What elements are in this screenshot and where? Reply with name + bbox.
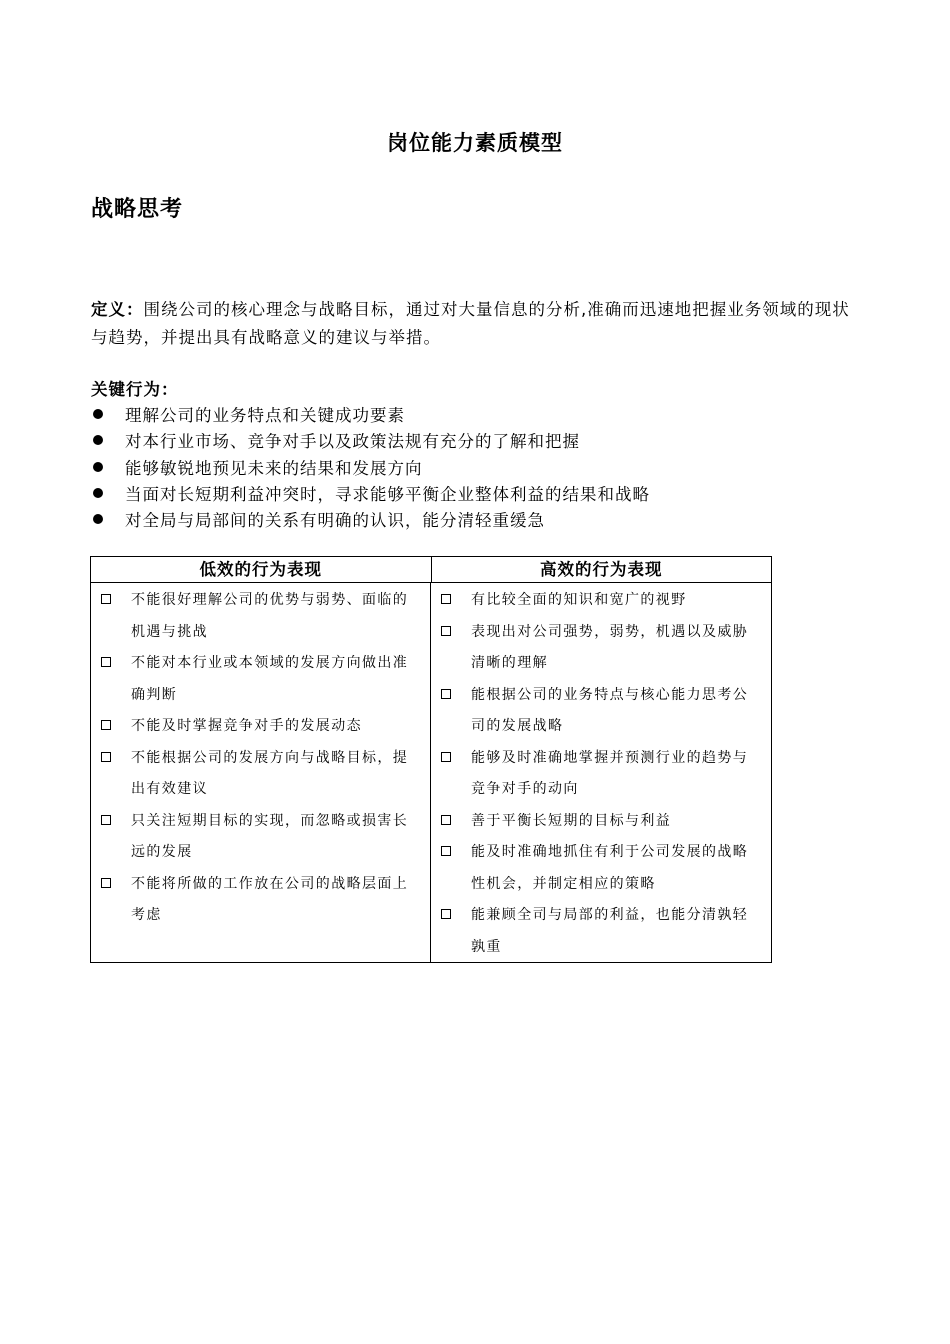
table-header-row (91, 557, 771, 583)
definition-label: 定义： (91, 300, 144, 319)
key-behaviors-heading: 关键行为： (91, 380, 179, 399)
low-behavior-row (101, 869, 422, 932)
key-behavior-text: 对本行业市场、竞争对手以及政策法规有充分的了解和把握 (125, 432, 580, 452)
low-behavior-row (101, 585, 422, 648)
high-behavior-row (441, 900, 763, 963)
bullet-icon (93, 462, 103, 472)
low-behavior-row (101, 648, 422, 711)
low-behavior-text: 不能将所做的工作放在公司的战略层面上考虑 (131, 875, 409, 923)
key-behavior-text: 对全局与局部间的关系有明确的认识，能分清轻重缓急 (125, 511, 545, 531)
low-behavior-text: 不能根据公司的发展方向与战略目标，提出有效建议 (131, 749, 409, 797)
high-behavior-row (441, 806, 763, 838)
key-behavior-text: 当面对长短期利益冲突时，寻求能够平衡企业整体利益的结果和战略 (125, 485, 650, 505)
high-behavior-row (441, 743, 763, 806)
checkbox-icon (101, 720, 111, 730)
definition-paragraph (91, 296, 866, 352)
low-effectiveness-column (91, 583, 431, 963)
high-effectiveness-column (431, 583, 771, 963)
bullet-icon (93, 514, 103, 524)
key-behavior-text: 理解公司的业务特点和关键成功要素 (125, 406, 405, 426)
low-behavior-text: 只关注短期目标的实现，而忽略或损害长远的发展 (131, 812, 409, 860)
checkbox-icon (441, 815, 451, 825)
checkbox-icon (441, 846, 451, 856)
high-behavior-text: 表现出对公司强势，弱势，机遇以及威胁清晰的理解 (471, 623, 749, 671)
definition-text: 围绕公司的核心理念与战略目标，通过对大量信息的分析,准确而迅速地把握业务领域的现状与趋势，并提出具有战略意义的建议与举措。 (91, 300, 850, 347)
high-behavior-text: 能根据公司的业务特点与核心能力思考公司的发展战略 (471, 686, 749, 734)
high-effectiveness-header: 高效的行为表现 (540, 560, 663, 579)
checkbox-icon (101, 878, 111, 888)
bullet-icon (93, 409, 103, 419)
low-behavior-text: 不能及时掌握竞争对手的发展动态 (131, 718, 362, 734)
checkbox-icon (101, 657, 111, 667)
table-body (91, 583, 771, 963)
checkbox-icon (101, 752, 111, 762)
low-effectiveness-header: 低效的行为表现 (91, 557, 432, 582)
high-behavior-row (441, 585, 763, 617)
low-behavior-text: 不能很好理解公司的优势与弱势、面临的机遇与挑战 (131, 592, 409, 640)
key-behavior-item (91, 427, 650, 453)
section-heading: 战略思考 (91, 197, 184, 222)
low-behavior-row (101, 806, 422, 869)
key-behavior-item (91, 480, 650, 506)
high-behavior-row (441, 680, 763, 743)
low-behavior-text: 不能对本行业或本领域的发展方向做出准确判断 (131, 655, 409, 703)
key-behavior-text: 能够敏锐地预见未来的结果和发展方向 (125, 458, 423, 478)
key-behavior-item (91, 454, 650, 480)
checkbox-icon (101, 815, 111, 825)
high-behavior-row (441, 617, 763, 680)
key-behaviors-list (91, 401, 650, 532)
checkbox-icon (441, 909, 451, 919)
high-behavior-text: 能够及时准确地掌握并预测行业的趋势与竞争对手的动向 (471, 749, 749, 797)
checkbox-icon (441, 689, 451, 699)
checkbox-icon (441, 626, 451, 636)
checkbox-icon (441, 594, 451, 604)
key-behavior-item (91, 401, 650, 427)
bullet-icon (93, 435, 103, 445)
low-behavior-row (101, 743, 422, 806)
document-title: 岗位能力素质模型 (387, 131, 563, 155)
checkbox-icon (101, 594, 111, 604)
bullet-icon (93, 488, 103, 498)
high-behavior-text: 能及时准确地抓住有利于公司发展的战略性机会，并制定相应的策略 (471, 844, 749, 892)
key-behavior-item (91, 506, 650, 532)
high-behavior-row (441, 837, 763, 900)
low-behavior-row (101, 711, 422, 743)
high-behavior-text: 有比较全面的知识和宽广的视野 (471, 592, 687, 608)
high-behavior-text: 善于平衡长短期的目标与利益 (471, 812, 672, 829)
checkbox-icon (441, 752, 451, 762)
behavior-table (90, 556, 772, 963)
high-behavior-text: 能兼顾全司与局部的利益，也能分清孰轻孰重 (471, 907, 749, 955)
